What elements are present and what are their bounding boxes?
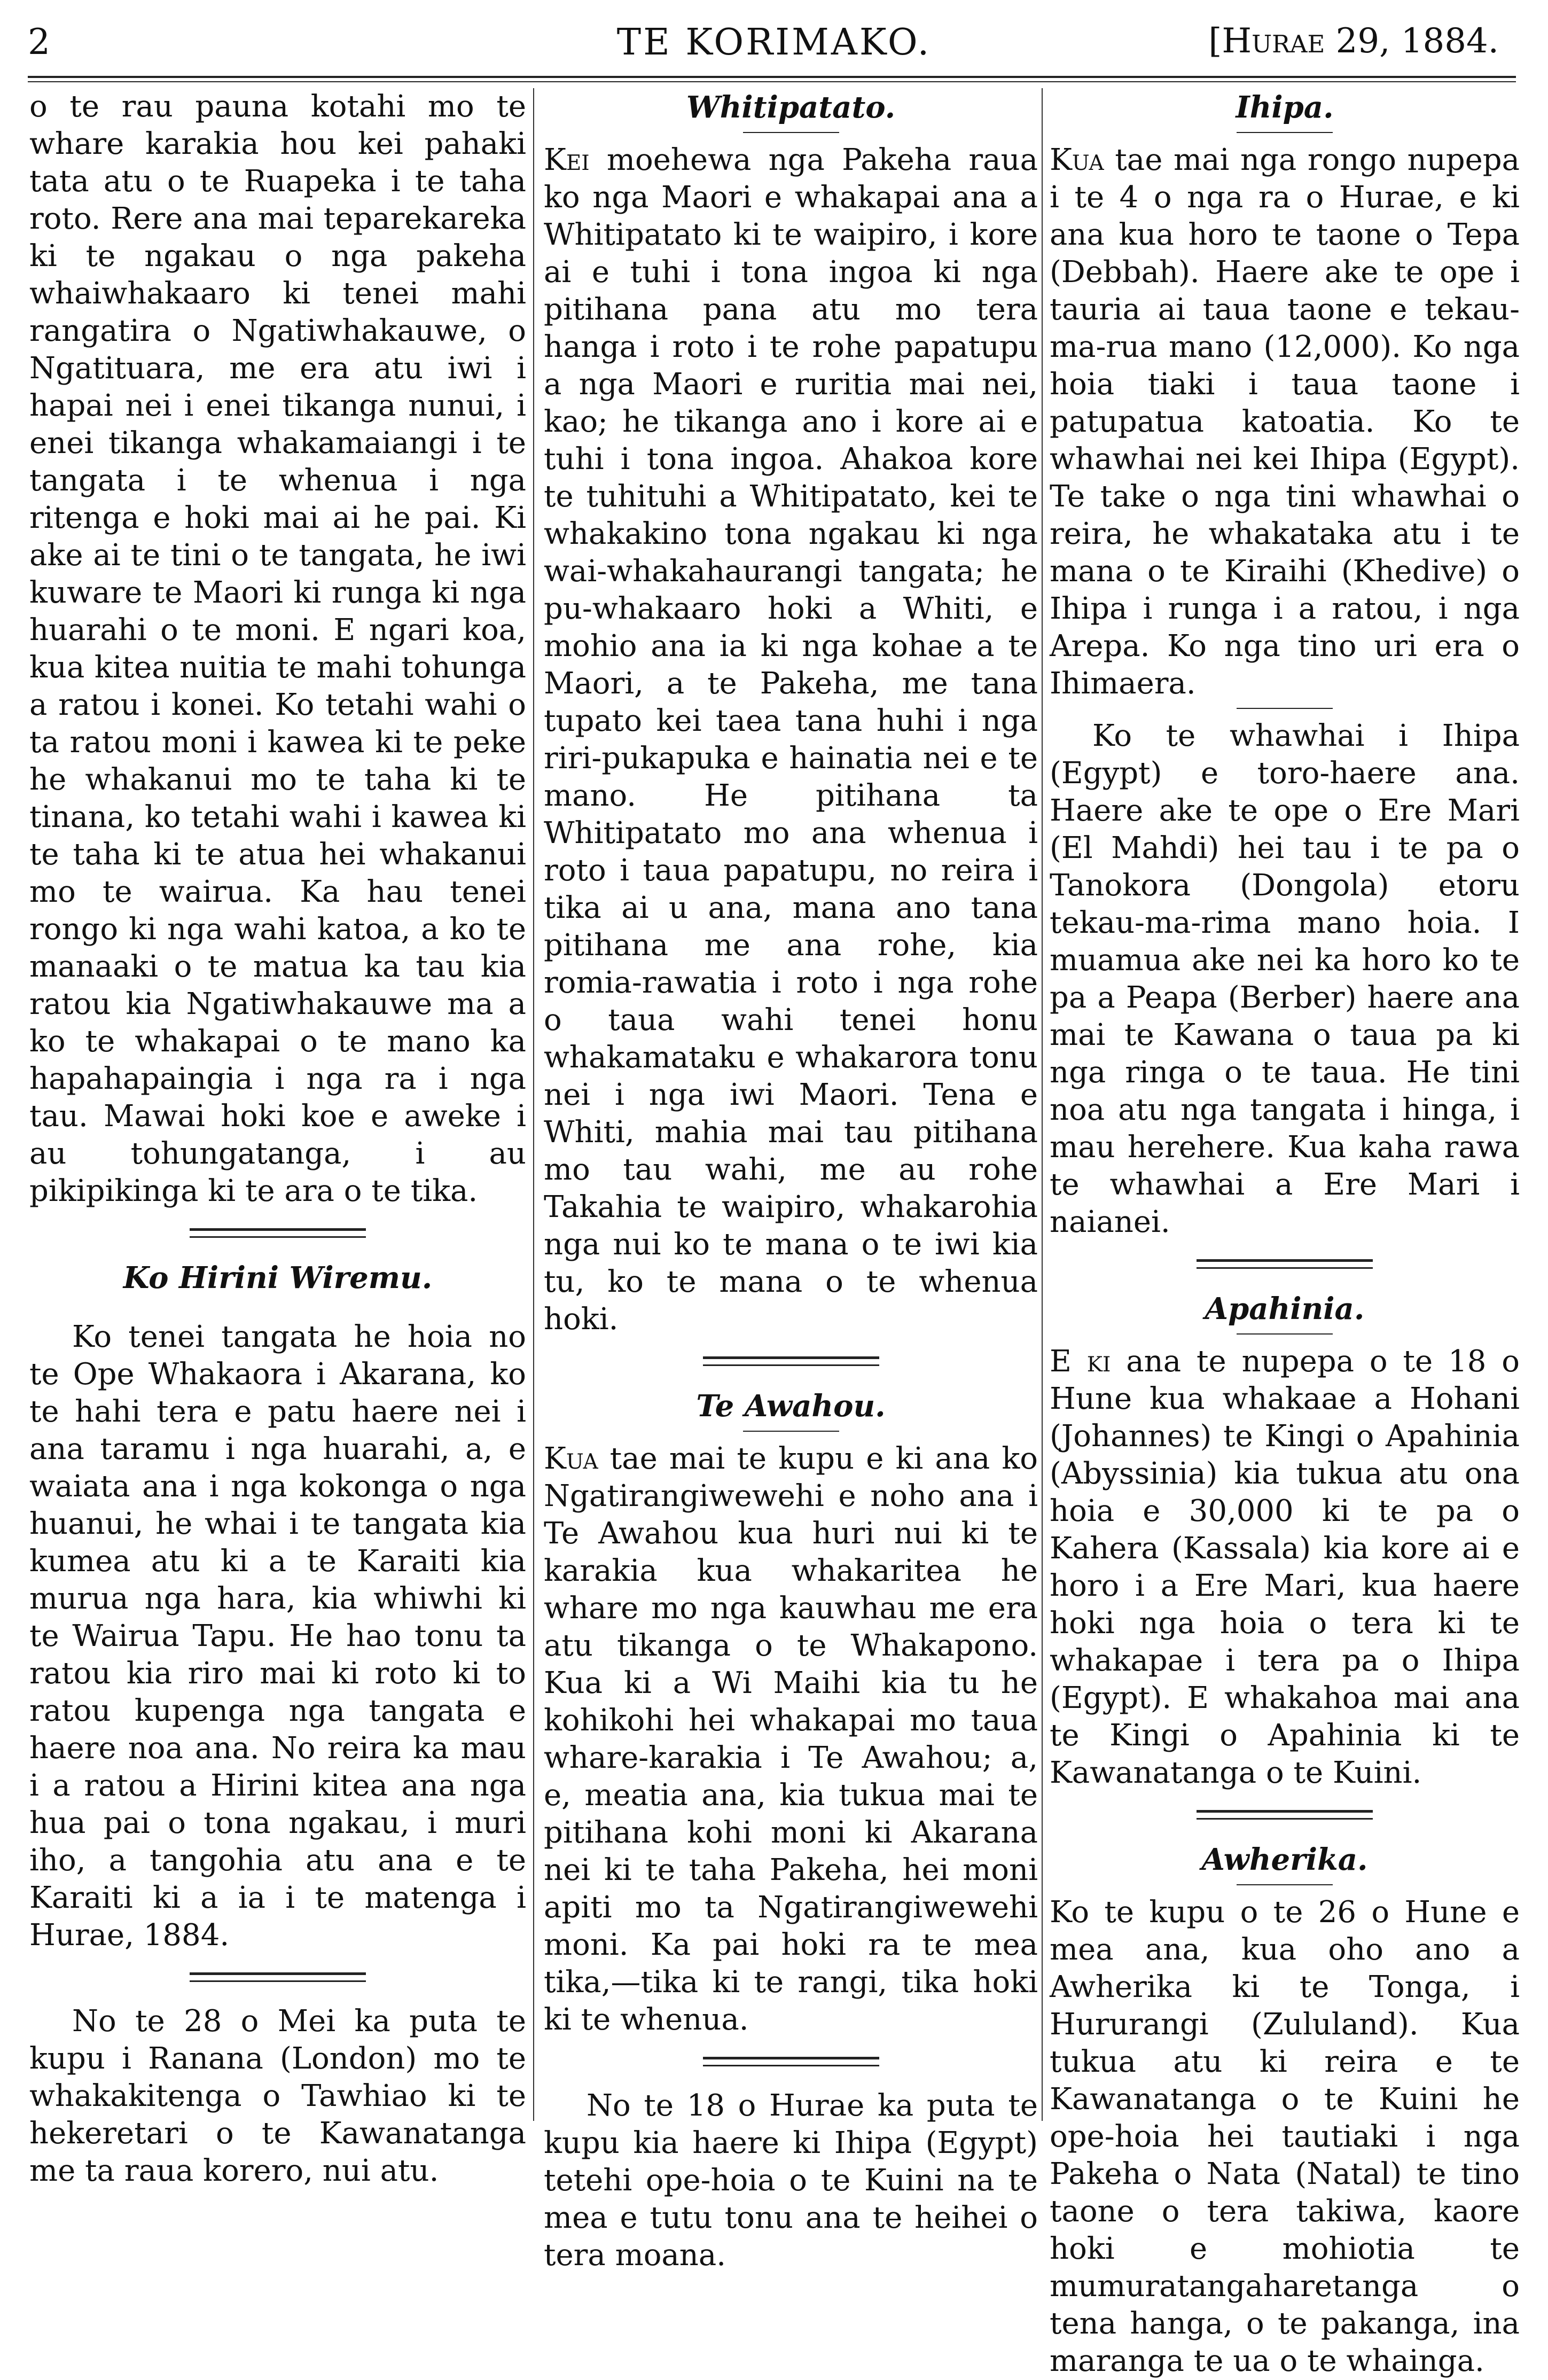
article-heading: Te Awahou.: [696, 1388, 886, 1424]
page-number: 2: [28, 21, 50, 63]
section-divider: [190, 1228, 366, 1237]
date-rest: 29, 1884.: [1325, 21, 1499, 61]
section-divider: [703, 2057, 879, 2066]
article-paragraph: No te 28 o Mei ka puta te kupu i Ranana (London) mo te whakakitenga o Tawhiao ki te hekeretari o te Kawanatanga me ta raua korero, nui atu.: [29, 2004, 526, 2188]
paragraph-text: tae mai te kupu e ki ana ko Ngatirangiwewehi e noho ana i Te Awahou kua huri nui ki te karakia kua whakaritea he whare mo nga kauwhau me era atu tikanga o te Whakapono. Kua ki a Wi Maihi kia tu he kohikohi hei whakapai mo taua whare-karakia i Te Awahou; a, e, meatia ana, kia tukua mai te pitihana kohi moni ki Akarana nei ki te taha Pakeha, hei moni apiti mo ta Ngatirangiwewehi moni. Ka pai hoki ra te mea tika,—tika ki te rangi, tika hoki ki te whenua.: [544, 1441, 1038, 2037]
paragraph-text: moehewa nga Pakeha raua ko nga Maori e whakapai ana a Whitipatato ki te waipiro, i kore ai e tuhi i tona ingoa ki nga pitihana pana atu mo tera hanga i roto i te rohe papatupu a nga Maori e ruritia mai nei, kao; he tikanga ano i kore ai e tuhi i tona ingoa. Ahakoa kore te tuhituhi a Whitipatato, kei te whakakino tona ngakau ki nga wai-whakahaurangi tangata; he pu-whakaaro hoki a Whiti, e mohio ana ia ki nga kohae a te Maori, a te Pakeha, me tana tupato kei taea tana huhi i nga riri-pukapuka e hainatia nei e te mano. He pitihana ta Whitipatato mo ana whenua i roto i taua papatupu, no reira i tika ai u ana, mana ano tana pitihana me ana rohe, kia romia-rawatia i roto i nga rohe o taua wahi tenei honu whakamataku e whakarora tonu nei i nga iwi Maori. Tena e Whiti, mahia mai tau pitihana mo tau wahi, me au rohe Takahia te waipiro, whakarohia nga nui ko te mana o te iwi kia tu, ko te mana o te whenua hoki.: [544, 143, 1038, 1337]
heading-rule: [1237, 1333, 1333, 1335]
article-heading: Apahinia.: [1205, 1291, 1365, 1326]
column-divider-1: [533, 88, 534, 2121]
newspaper-title: TE KORIMAKO.: [616, 21, 932, 64]
date-bracket: [: [1208, 21, 1222, 61]
spacer: [29, 1297, 526, 1318]
column-divider-2: [1042, 88, 1043, 2121]
section-divider: [190, 1972, 366, 1981]
article-heading: Awherika.: [1201, 1842, 1368, 1877]
lead-word: Kei: [544, 143, 590, 177]
header-rule: [28, 76, 1516, 78]
section-divider: [703, 1356, 879, 1365]
lead-word: Kua: [544, 1441, 598, 1476]
article-paragraph: o te rau pauna kotahi mo te whare karakia hou kei pahaki tata atu o te Ruapeka i te taha roto. Rere ana mai teparekareka ki te ngakau o nga pakeha whaiwhakaaro ki tenei mahi rangatira o Ngatiwhakauwe, o Ngatituara, me era atu iwi i hapai nei i enei tikanga nunui, i enei tikanga whakamaiangi i te tangata i te whenua i nga ritenga e hoki mai ai he pai. Ki ake ai te tini o te tangata, he iwi kuware te Maori ki runga ki nga huarahi o te moni. E ngari koa, kua kitea nuitia te mahi tohunga a ratou i konei. Ko tetahi wahi o ta ratou moni i kawea ki te peke he whakanui mo te taha ki te tinana, ko tetahi wahi i kawea ki te taha ki te atua hei whakanui mo te wairua. Ka hau tenei rongo ki nga wahi katoa, a ko te manaaki o te matua ka tau kia ratou kia Ngatiwhakauwe ma a ko te whakapai o te mano ka hapahapaingia i nga ra i nga tau. Mawai hoki koe e aweke i au tohungatanga, i au pikipikinga ki te ara o te tika.: [29, 89, 526, 1208]
paragraph-text: ana te nupepa o te 18 o Hune kua whakaae a Hohani (Johannes) te Kingi o Apahinia (Abyssinia) kia tukua atu ona hoia e 30,000 ki te pa o Kahera (Kassala) kia kore ai e horo i a Ere Mari, kua haere hoki nga hoia o tera ki te whakapae i tera pa o Ihipa (Egypt). E whakahoa mai ana te Kingi o Apahinia ki te Kawanatanga o te Kuini.: [1050, 1344, 1520, 1790]
article-heading: Ihipa.: [1236, 90, 1334, 125]
column-2: [544, 88, 1038, 2274]
column-1: [29, 88, 526, 2190]
article-paragraph: [544, 142, 1038, 1338]
masthead: [0, 0, 1548, 80]
heading-rule: [1237, 1884, 1333, 1885]
heading-rule: [743, 1431, 839, 1432]
article-paragraph: [544, 1440, 1038, 2039]
date-month: Hurae: [1222, 21, 1325, 61]
paragraph-text: tae mai nga rongo nupepa i te 4 o nga ra o Hurae, e ki ana kua horo te taone o Tepa (Debbah). Haere ake te ope i tauria ai taua taone e tekau-ma-rua mano (12,000). Ko nga hoia tiaki i taua taone i patupatua katoatia. Ko te whawhai nei kei Ihipa (Egypt). Te take o nga tini whawhai o reira, he whakataka atu i te mana o te Kiraihi (Khedive) o Ihipa i runga i a ratou, i nga Arepa. Ko nga tino uri era o Ihimaera.: [1050, 143, 1520, 701]
issue-date: [1208, 21, 1499, 61]
column-3: [1050, 88, 1520, 2380]
article-paragraph: Ko tenei tangata he hoia no te Ope Whakaora i Akarana, ko te hahi tera e patu haere nei i ana taramu i nga huarahi, a, e waiata ana i nga kokonga o nga huanui, he whai i te tangata kia kumea atu ki a te Karaiti kia murua nga hara, kia whiwhi ki te Wairua Tapu. He hao tonu ta ratou kia riro mai ki roto ki to ratou kupenga nga tangata e haere noa ana. No reira ka mau i a ratou a Hirini kitea ana nga hua pai o tona ngakau, i muri iho, a tangohia atu ana e te Karaiti ki a ia i te matenga i Hurae, 1884.: [29, 1320, 526, 1953]
article-heading: Whitipatato.: [686, 90, 896, 125]
header-rule-thin: [28, 81, 1516, 82]
article-paragraph: No te 18 o Hurae ka puta te kupu kia haere ki Ihipa (Egypt) tetehi ope-hoia o te Kuini na te mea e tutu tonu ana te heihei o tera moana.: [544, 2088, 1038, 2273]
article-paragraph: Ko te whawhai i Ihipa (Egypt) e toro-haere ana. Haere ake te ope o Ere Mari (El Mahdi) hei tau i te pa o Tanokora (Dongola) etoru tekau-ma-rima mano hoia. I muamua ake nei ka horo ko te pa a Peapa (Berber) haere ana mai te Kawana o taua pa ki nga ringa o te taua. He tini noa atu nga tangata i hinga, i mau herehere. Kua kaha rawa te whawhai a Ere Mari i naianei.: [1050, 719, 1520, 1239]
section-divider: [1197, 1810, 1373, 1819]
lead-word: E ki: [1050, 1344, 1111, 1379]
section-divider: [1197, 1259, 1373, 1268]
heading-rule: [1237, 132, 1333, 133]
heading-rule: [743, 132, 839, 133]
article-paragraph: [1050, 1343, 1520, 1792]
article-heading: Ko Hirini Wiremu.: [123, 1260, 433, 1296]
paragraph-rule: [1237, 708, 1333, 709]
lead-word: Kua: [1050, 143, 1104, 177]
article-paragraph: [1050, 142, 1520, 703]
article-paragraph: Ko te kupu o te 26 o Hune e mea ana, kua oho ano a Awherika ki te Tonga, i Hururangi (Zululand). Kua tukua atu ki reira e te Kawanatanga o te Kuini he ope-hoia hei tautiaki i nga Pakeha o Nata (Natal) te tino taone o tera takiwa, kaore hoki e mohiotia te mumuratangaharetanga o tena hanga, o te pakanga, ina maranga te ua o te whainga.: [1050, 1895, 1520, 2378]
